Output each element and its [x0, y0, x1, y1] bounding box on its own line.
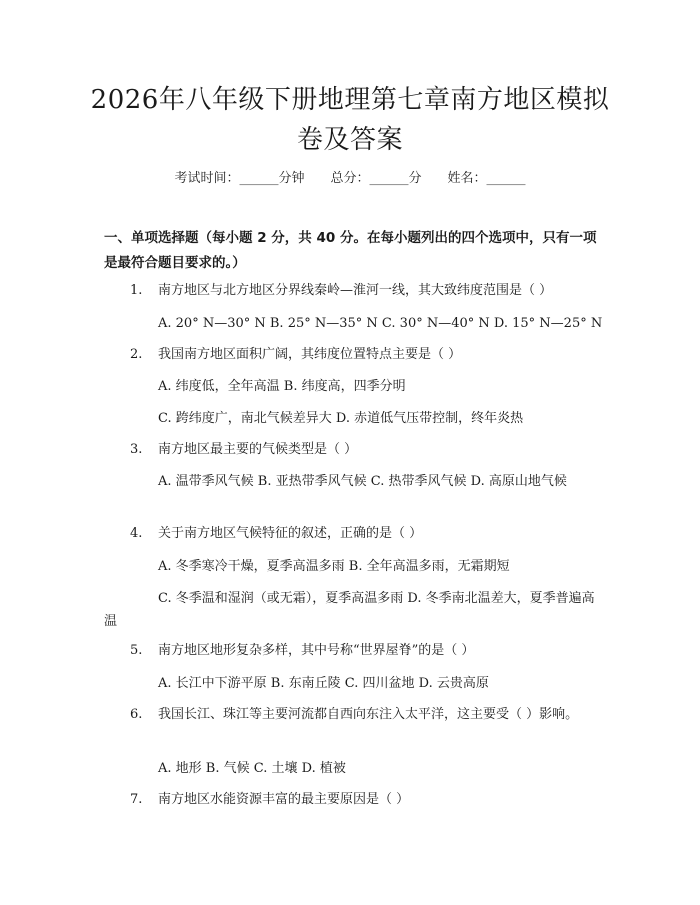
question-text: 我国南方地区面积广阔，其纬度位置特点主要是（ ） — [158, 347, 462, 362]
question-2-options-c-d: C. 跨纬度广，南北气候差异大 D. 赤道低气压带控制，终年炎热 — [158, 411, 524, 426]
question-5 — [104, 639, 600, 662]
question-text: 我国长江、珠江等主要河流都自西向东注入太平洋，这主要受（ ）影响。 — [158, 707, 579, 722]
question-number: 6. — [130, 707, 143, 722]
question-text: 南方地区最主要的气候类型是（ ） — [158, 442, 358, 457]
question-4-options-c-d: C. 冬季温和湿润（或无霜），夏季高温多雨 D. 冬季南北温差大，夏季普遍高温 — [104, 591, 595, 629]
question-1 — [104, 279, 600, 302]
student-name: 姓名：______ — [447, 171, 526, 186]
question-3 — [104, 438, 600, 461]
question-number: 4. — [130, 526, 143, 541]
section-heading: 一、单项选择题（每小题 2 分，共 40 分。在每小题列出的四个选项中，只有一项是最符合题目要求的。） — [104, 230, 597, 271]
question-number: 1. — [130, 283, 143, 298]
question-6-options: A. 地形 B. 气候 C. 土壤 D. 植被 — [158, 761, 346, 776]
exam-time: 考试时间：______分钟 — [174, 171, 305, 186]
question-text: 南方地区水能资源丰富的最主要原因是（ ） — [158, 792, 410, 807]
exam-meta — [0, 167, 700, 186]
question-number: 2. — [130, 347, 143, 362]
question-text: 南方地区地形复杂多样，其中号称“世界屋脊”的是（ ） — [158, 643, 475, 658]
question-2-options-a-b: A. 纬度低，全年高温 B. 纬度高，四季分明 — [158, 379, 406, 394]
question-3-options: A. 温带季风气候 B. 亚热带季风气候 C. 热带季风气候 D. 高原山地气候 — [158, 474, 567, 489]
question-number: 5. — [130, 643, 143, 658]
question-4-options-a-b: A. 冬季寒冷干燥，夏季高温多雨 B. 全年高温多雨，无霜期短 — [158, 559, 510, 574]
question-number: 7. — [130, 792, 143, 807]
question-7 — [104, 788, 600, 811]
question-2 — [104, 343, 600, 366]
question-text: 关于南方地区气候特征的叙述，正确的是（ ） — [158, 526, 423, 541]
title-line-2: 卷及答案 — [296, 125, 403, 155]
page-title — [60, 80, 640, 160]
question-4 — [104, 522, 600, 545]
title-line-1: 2026年八年级下册地理第七章南方地区模拟 — [90, 85, 610, 115]
question-5-options: A. 长江中下游平原 B. 东南丘陵 C. 四川盆地 D. 云贵高原 — [158, 676, 489, 691]
question-text: 南方地区与北方地区分界线秦岭—淮河一线，其大致纬度范围是（ ） — [158, 283, 553, 298]
question-number: 3. — [130, 442, 143, 457]
question-6 — [104, 703, 600, 726]
question-1-options: A. 20° N—30° N B. 25° N—35° N C. 30° N—40° N D. 15° N—25° N — [158, 316, 603, 331]
exam-score: 总分：______分 — [330, 171, 422, 186]
